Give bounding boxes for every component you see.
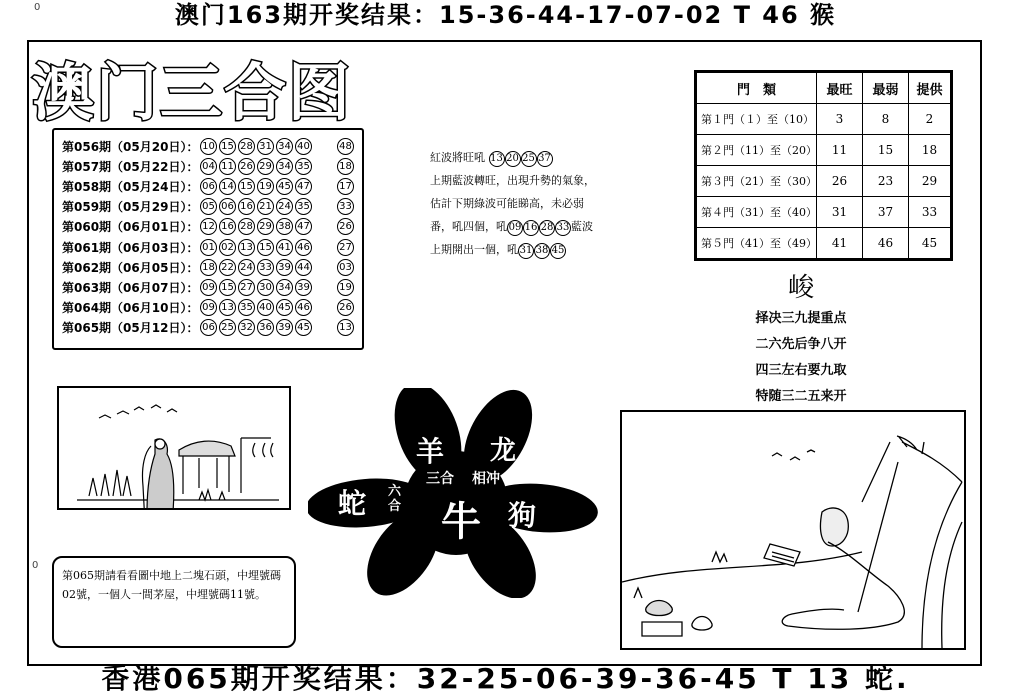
- number-circle: 32: [238, 319, 255, 336]
- number-circle: 11: [219, 158, 236, 175]
- number-circle: 33: [257, 259, 274, 276]
- gates-row: [697, 135, 951, 166]
- number-circle: 45: [550, 243, 566, 259]
- history-row: [62, 237, 354, 257]
- number-circle: 39: [295, 279, 312, 296]
- history-row-label: 第060期（06月01日）：: [62, 220, 199, 235]
- number-circle: 46: [295, 299, 312, 316]
- number-circle: 27: [238, 279, 255, 296]
- hint-line-3: 估計下期綠波可能睇高，未必弱: [430, 197, 584, 210]
- number-circle: 34: [276, 279, 293, 296]
- number-circle: 15: [257, 239, 274, 256]
- number-circle: 44: [295, 259, 312, 276]
- number-circle: 15: [219, 279, 236, 296]
- history-row-label: 第063期（06月07日）：: [62, 280, 199, 295]
- xiangchong-label: 相冲: [472, 471, 500, 487]
- number-circle: 38: [276, 218, 293, 235]
- number-circle: 02: [219, 239, 236, 256]
- history-row-numbers: [200, 178, 354, 195]
- gates-row: [697, 166, 951, 197]
- number-circle: 06: [200, 319, 217, 336]
- gate-max: 31: [817, 197, 863, 228]
- number-circle: 13: [238, 239, 255, 256]
- number-circle: 30: [257, 279, 274, 296]
- number-circle: 35: [295, 158, 312, 175]
- number-circle: 45: [295, 319, 312, 336]
- number-circle: 34: [276, 138, 293, 155]
- number-circle: 26: [238, 158, 255, 175]
- poem: [712, 270, 890, 410]
- gates-table-frame: [694, 70, 953, 261]
- hint-text: [430, 146, 650, 261]
- gate-give: 29: [909, 166, 951, 197]
- gate-label: 第１門（１）至（10）: [697, 104, 817, 135]
- number-circle: 01: [200, 239, 217, 256]
- gate-min: 37: [863, 197, 909, 228]
- gate-max: 41: [817, 228, 863, 259]
- number-circle: 36: [257, 319, 274, 336]
- history-row-label: 第065期（05月12日）：: [62, 321, 199, 336]
- poem-heading: 峻: [787, 273, 814, 303]
- history-row-numbers: [200, 198, 354, 215]
- number-circle: 10: [200, 138, 217, 155]
- main-title: 澳门三合图: [32, 56, 353, 129]
- number-circle: 38: [534, 243, 550, 259]
- history-row-label: 第058期（05月24日）：: [62, 179, 199, 194]
- history-row-numbers: [200, 319, 354, 336]
- history-row-numbers: [200, 158, 354, 175]
- number-circle: 06: [200, 178, 217, 195]
- number-circle: 39: [276, 319, 293, 336]
- number-circle: 40: [295, 138, 312, 155]
- number-circle: 15: [219, 138, 236, 155]
- history-row-label: 第062期（06月05日）：: [62, 260, 199, 275]
- number-circle: 45: [276, 299, 293, 316]
- number-circle: 28: [238, 218, 255, 235]
- gates-header-max: 最旺: [817, 73, 863, 104]
- number-circle: 28: [539, 220, 555, 236]
- number-circle: 41: [276, 239, 293, 256]
- corner-mark-top: 0: [34, 2, 41, 13]
- gate-give: 33: [909, 197, 951, 228]
- number-circle: 45: [276, 178, 293, 195]
- gates-header-give: 提供: [909, 73, 951, 104]
- number-circle: 14: [219, 178, 236, 195]
- special-number-circle: 17: [337, 178, 354, 195]
- special-number-circle: 33: [337, 198, 354, 215]
- history-row: [62, 318, 354, 338]
- number-circle: 25: [521, 151, 537, 167]
- number-circle: 35: [238, 299, 255, 316]
- history-row: [62, 257, 354, 277]
- number-circle: 31: [257, 138, 274, 155]
- number-circle: 04: [200, 158, 217, 175]
- history-row: [62, 298, 354, 318]
- hint-line-1: 紅波將旺吼 13 20 25 37: [430, 146, 650, 169]
- hut-illustration: [57, 386, 291, 510]
- history-row-label: 第057期（05月22日）：: [62, 159, 199, 174]
- history-row-label: 第061期（06月03日）：: [62, 240, 199, 255]
- number-circle: 06: [219, 198, 236, 215]
- draw-history-box: [52, 128, 364, 350]
- number-circle: 16: [238, 198, 255, 215]
- gate-min: 8: [863, 104, 909, 135]
- special-number-circle: 48: [337, 138, 354, 155]
- number-circle: 25: [219, 319, 236, 336]
- number-circle: 16: [523, 220, 539, 236]
- bottom-result-banner: 香港065期开奖结果：32-25-06-39-36-45 T 13 蛇.: [101, 662, 910, 695]
- gate-min: 15: [863, 135, 909, 166]
- special-number-circle: 19: [337, 279, 354, 296]
- number-circle: 29: [257, 218, 274, 235]
- number-circle: 05: [200, 198, 217, 215]
- number-circle: 34: [276, 158, 293, 175]
- gates-row: [697, 228, 951, 259]
- history-row: [62, 176, 354, 196]
- sanhe-flower: [308, 388, 598, 598]
- number-circle: 20: [505, 151, 521, 167]
- number-circle: 24: [238, 259, 255, 276]
- zodiac-snake: 蛇: [338, 487, 367, 520]
- special-number-circle: 03: [337, 259, 354, 276]
- poem-line: 特随三二五来开: [755, 389, 847, 404]
- gates-row: [697, 197, 951, 228]
- zodiac-goat: 羊: [416, 435, 445, 468]
- special-number-circle: 26: [337, 218, 354, 235]
- history-row: [62, 217, 354, 237]
- number-circle: 35: [295, 198, 312, 215]
- hint-line-2: 上期藍波轉旺，出現升勢的氣象，: [430, 174, 595, 187]
- gates-header-row: [697, 73, 951, 104]
- number-circle: 15: [238, 178, 255, 195]
- number-circle: 09: [507, 220, 523, 236]
- number-circle: 12: [200, 218, 217, 235]
- corner-mark-side: 0: [32, 560, 39, 571]
- number-circle: 29: [257, 158, 274, 175]
- number-circle: 18: [200, 259, 217, 276]
- number-circle: 13: [219, 299, 236, 316]
- gate-give: 2: [909, 104, 951, 135]
- history-row-numbers: [200, 259, 354, 276]
- history-row-numbers: [200, 138, 354, 155]
- number-circle: 47: [295, 218, 312, 235]
- number-circle: 22: [219, 259, 236, 276]
- history-row: [62, 277, 354, 297]
- gate-give: 18: [909, 135, 951, 166]
- poem-line: 四三左右要九取: [755, 363, 847, 378]
- gate-label: 第５門（41）至（49）: [697, 228, 817, 259]
- history-row-numbers: [200, 218, 354, 235]
- sanhe-label: 三合: [426, 471, 454, 487]
- number-circle: 37: [537, 151, 553, 167]
- number-circle: 16: [219, 218, 236, 235]
- history-row-label: 第056期（05月20日）：: [62, 139, 199, 154]
- poem-line: 择决三九提重点: [755, 311, 847, 326]
- zodiac-ox: 牛: [441, 499, 481, 545]
- history-row-numbers: [200, 299, 354, 316]
- number-circle: 46: [295, 239, 312, 256]
- number-circle: 13: [489, 151, 505, 167]
- history-row: [62, 136, 354, 156]
- gates-row: [697, 104, 951, 135]
- number-circle: 09: [200, 299, 217, 316]
- history-row: [62, 156, 354, 176]
- gates-header-min: 最弱: [863, 73, 909, 104]
- hint-line-5: 上期開出一個，吼 31 38 45: [430, 238, 650, 261]
- number-circle: 39: [276, 259, 293, 276]
- special-number-circle: 13: [337, 319, 354, 336]
- liuhe-label: 六合: [388, 484, 402, 514]
- history-row: [62, 197, 354, 217]
- hint-line-4: 番，吼四個，吼 09 16 28 33 藍波: [430, 215, 650, 238]
- number-circle: 40: [257, 299, 274, 316]
- special-number-circle: 18: [337, 158, 354, 175]
- special-number-circle: 26: [337, 299, 354, 316]
- gates-table: [696, 72, 951, 259]
- number-circle: 28: [238, 138, 255, 155]
- gate-min: 23: [863, 166, 909, 197]
- history-row-label: 第064期（06月10日）：: [62, 301, 199, 316]
- zodiac-dragon: 龙: [490, 436, 517, 466]
- number-circle: 31: [518, 243, 534, 259]
- number-circle: 24: [276, 198, 293, 215]
- gate-label: 第４門（31）至（40）: [697, 197, 817, 228]
- gate-give: 45: [909, 228, 951, 259]
- special-number-circle: 27: [337, 239, 354, 256]
- number-circle: 47: [295, 178, 312, 195]
- gate-max: 3: [817, 104, 863, 135]
- poem-line: 二六先后争八开: [755, 337, 847, 352]
- gates-header-category: 門 類: [697, 73, 817, 104]
- gate-min: 46: [863, 228, 909, 259]
- history-row-numbers: [200, 279, 354, 296]
- history-row-numbers: [200, 239, 354, 256]
- number-circle: 21: [257, 198, 274, 215]
- number-circle: 33: [555, 220, 571, 236]
- hint-note-box: 第065期請看看圖中地上二塊石頭，中埋號碼02號，一個人一間茅屋，中埋號碼11號。: [52, 556, 296, 648]
- top-result-banner: 澳门163期开奖结果：15-36-44-17-07-02 T 46 猴: [174, 1, 837, 29]
- gate-label: 第３門（21）至（30）: [697, 166, 817, 197]
- scholar-illustration: [620, 410, 966, 650]
- number-circle: 19: [257, 178, 274, 195]
- zodiac-dog: 狗: [508, 499, 537, 532]
- gate-max: 11: [817, 135, 863, 166]
- gate-max: 26: [817, 166, 863, 197]
- history-row-label: 第059期（05月29日）：: [62, 200, 199, 215]
- number-circle: 09: [200, 279, 217, 296]
- gate-label: 第２門（11）至（20）: [697, 135, 817, 166]
